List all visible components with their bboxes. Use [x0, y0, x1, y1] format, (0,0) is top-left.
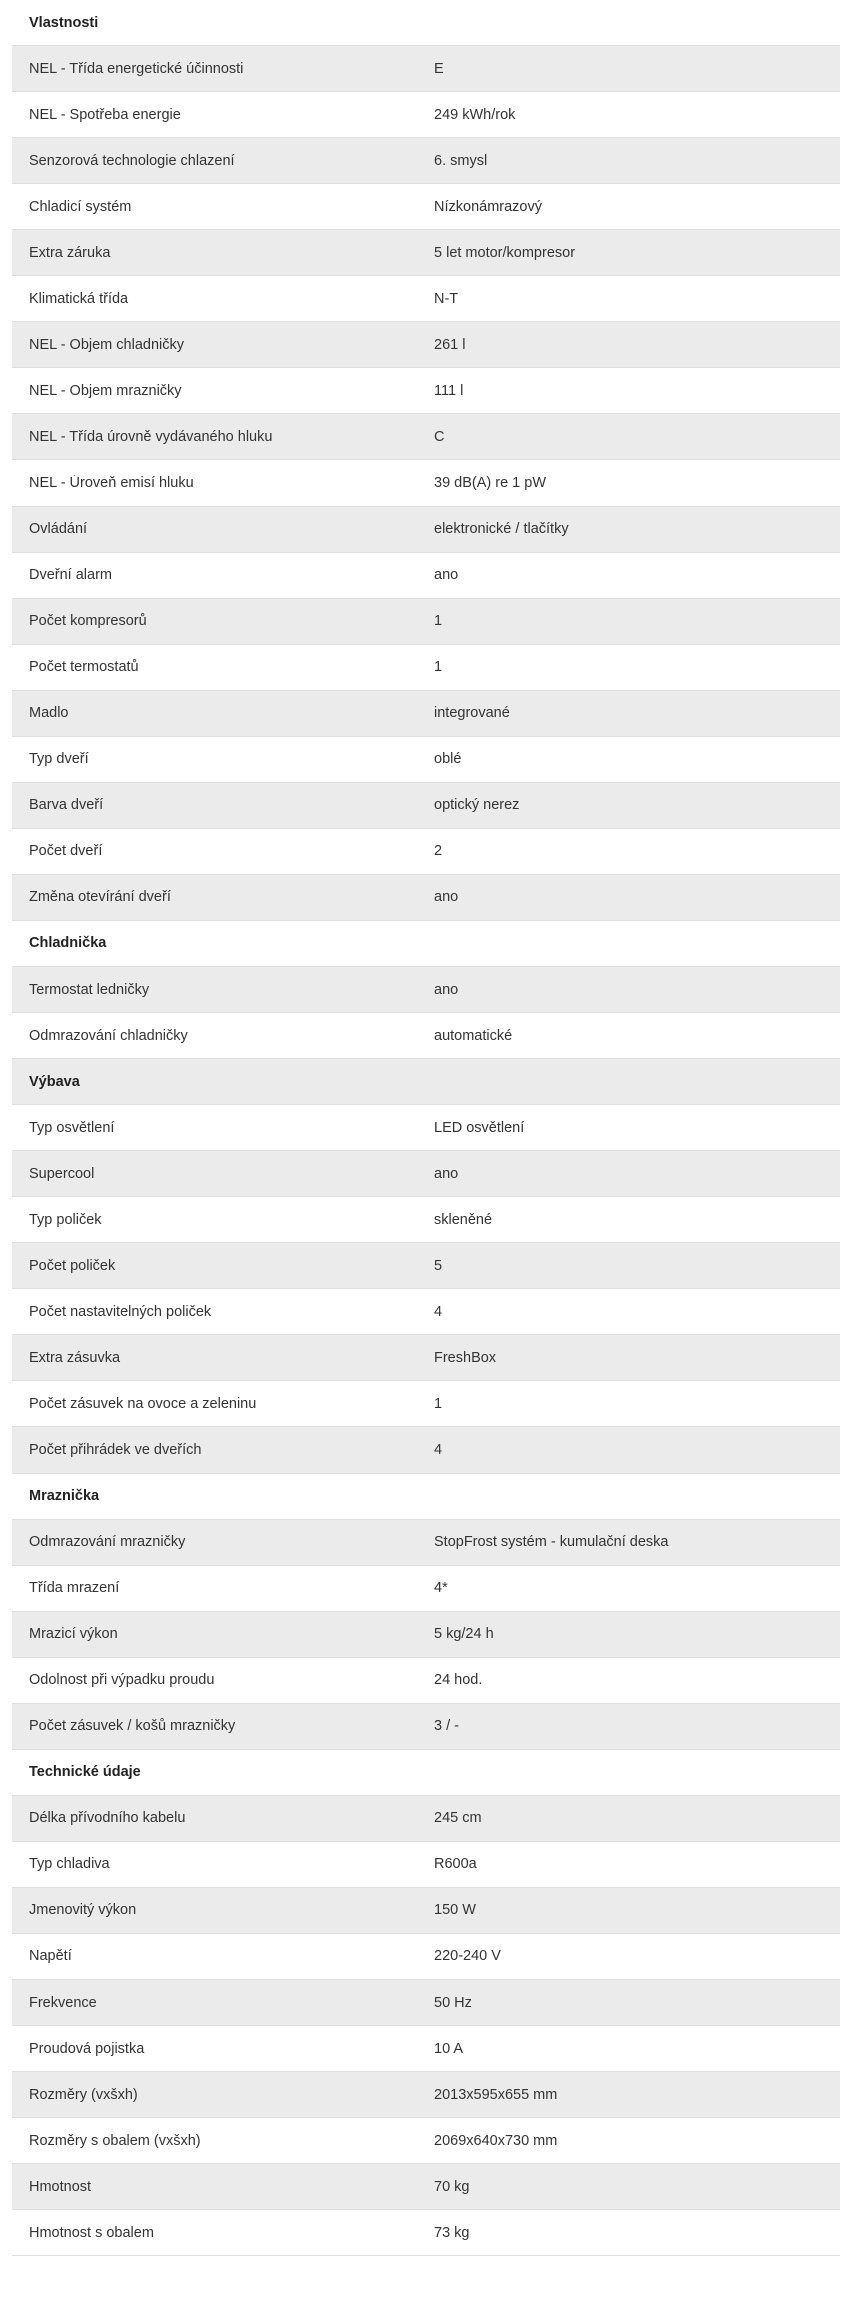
- spec-label: Klimatická třída: [29, 290, 129, 307]
- spec-label: Počet dveří: [29, 843, 103, 860]
- spec-row: [12, 460, 840, 506]
- spec-value: 6. smysl: [434, 152, 488, 169]
- spec-row: [12, 1566, 840, 1612]
- spec-label: Napětí: [29, 1948, 72, 1965]
- spec-label: NEL - Objem chladničky: [29, 336, 184, 353]
- spec-label: Supercool: [29, 1165, 95, 1182]
- spec-value: 4: [434, 1441, 443, 1458]
- spec-label: Počet zásuvek na ovoce a zeleninu: [29, 1395, 257, 1412]
- spec-row: [12, 1243, 840, 1289]
- spec-label: Termostat ledničky: [29, 981, 150, 998]
- spec-value: elektronické / tlačítky: [434, 521, 569, 538]
- spec-label: NEL - Třída úrovně vydávaného hluku: [29, 428, 273, 445]
- section-title: Chladnička: [29, 935, 107, 952]
- spec-label: Senzorová technologie chlazení: [29, 152, 235, 169]
- spec-row: [12, 875, 840, 921]
- spec-label: Typ chladiva: [29, 1856, 110, 1873]
- spec-row: [12, 1289, 840, 1335]
- spec-row: [12, 1658, 840, 1704]
- spec-label: Hmotnost s obalem: [29, 2224, 154, 2241]
- spec-value: 4: [434, 1303, 443, 1320]
- spec-value: 2: [434, 843, 443, 860]
- spec-row: [12, 46, 840, 92]
- spec-label: Typ poliček: [29, 1211, 102, 1228]
- spec-value: StopFrost systém - kumulační deska: [434, 1534, 669, 1551]
- spec-label: Délka přívodního kabelu: [29, 1810, 186, 1827]
- spec-value: 10 A: [434, 2040, 464, 2057]
- spec-row: [12, 1520, 840, 1566]
- spec-label: Rozměry (vxšxh): [29, 2086, 138, 2103]
- spec-value: automatické: [434, 1027, 513, 1044]
- section-title: Technické údaje: [29, 1764, 141, 1781]
- spec-value: integrované: [434, 705, 510, 722]
- spec-value: 5 kg/24 h: [434, 1626, 494, 1643]
- spec-value: 73 kg: [434, 2224, 470, 2241]
- spec-value: 1: [434, 1395, 443, 1412]
- spec-value: 5 let motor/kompresor: [434, 244, 576, 261]
- spec-value: ano: [434, 981, 459, 998]
- spec-row: [12, 1842, 840, 1888]
- spec-value: LED osvětlení: [434, 1119, 525, 1136]
- spec-label: NEL - Spotřeba energie: [29, 106, 181, 123]
- spec-row: [12, 2210, 840, 2256]
- section-header-row: [12, 1474, 840, 1520]
- spec-value: 24 hod.: [434, 1672, 483, 1689]
- spec-row: [12, 1796, 840, 1842]
- spec-value: E: [434, 60, 444, 77]
- spec-value: FreshBox: [434, 1349, 497, 1366]
- spec-value: 111 l: [434, 382, 464, 399]
- section-header-row: [12, 921, 840, 967]
- spec-row: [12, 184, 840, 230]
- spec-value: 1: [434, 659, 443, 676]
- spec-label: Chladicí systém: [29, 198, 132, 215]
- spec-row: [12, 1704, 840, 1750]
- spec-row: [12, 553, 840, 599]
- spec-row: [12, 967, 840, 1013]
- spec-value: Nízkonámrazový: [434, 198, 542, 215]
- spec-value: 2013x595x655 mm: [434, 2086, 558, 2103]
- spec-value: C: [434, 428, 445, 445]
- spec-label: Dveřní alarm: [29, 567, 112, 584]
- spec-row: [12, 1980, 840, 2026]
- spec-value: oblé: [434, 751, 462, 768]
- spec-value: 261 l: [434, 336, 466, 353]
- spec-row: [12, 1888, 840, 1934]
- spec-row: [12, 1335, 840, 1381]
- spec-label: Počet nastavitelných poliček: [29, 1303, 212, 1320]
- spec-value: 50 Hz: [434, 1994, 472, 2011]
- spec-row: [12, 1197, 840, 1243]
- spec-row: [12, 414, 840, 460]
- spec-row: [12, 507, 840, 553]
- spec-value: ano: [434, 889, 459, 906]
- spec-row: [12, 1427, 840, 1473]
- spec-label: Typ dveří: [29, 751, 89, 768]
- spec-value: 245 cm: [434, 1810, 482, 1827]
- spec-value: 2069x640x730 mm: [434, 2132, 558, 2149]
- spec-row: [12, 829, 840, 875]
- section-header-row: [12, 1059, 840, 1105]
- spec-row: [12, 368, 840, 414]
- spec-value: ano: [434, 1165, 459, 1182]
- spec-value: N-T: [434, 290, 459, 307]
- spec-label: Odmrazování mrazničky: [29, 1534, 186, 1551]
- spec-value: 249 kWh/rok: [434, 106, 516, 123]
- spec-value: 70 kg: [434, 2178, 470, 2195]
- spec-label: Počet zásuvek / košů mrazničky: [29, 1718, 236, 1735]
- spec-row: [12, 276, 840, 322]
- spec-label: Frekvence: [29, 1994, 97, 2011]
- spec-row: [12, 2072, 840, 2118]
- spec-row: [12, 92, 840, 138]
- spec-value: 220-240 V: [434, 1948, 501, 1965]
- section-title: Vlastnosti: [29, 14, 99, 31]
- spec-label: Rozměry s obalem (vxšxh): [29, 2132, 201, 2149]
- spec-label: Extra zásuvka: [29, 1349, 121, 1366]
- spec-label: Mrazicí výkon: [29, 1626, 118, 1643]
- spec-label: Počet poliček: [29, 1257, 116, 1274]
- spec-value: R600a: [434, 1856, 477, 1873]
- spec-label: Barva dveří: [29, 797, 104, 814]
- spec-row: [12, 230, 840, 276]
- spec-value: 39 dB(A) re 1 pW: [434, 474, 547, 491]
- spec-label: Odolnost při výpadku proudu: [29, 1672, 215, 1689]
- spec-row: [12, 1013, 840, 1059]
- spec-value: 1: [434, 613, 443, 630]
- spec-row: [12, 322, 840, 368]
- spec-label: Hmotnost: [29, 2178, 92, 2195]
- spec-label: Proudová pojistka: [29, 2040, 145, 2057]
- spec-label: Ovládání: [29, 521, 88, 538]
- spec-label: Extra záruka: [29, 244, 111, 261]
- spec-label: Počet termostatů: [29, 659, 139, 676]
- spec-value: optický nerez: [434, 797, 520, 814]
- specifications-table: [12, 0, 840, 2256]
- spec-label: Madlo: [29, 705, 69, 722]
- spec-label: Počet kompresorů: [29, 613, 147, 630]
- spec-row: [12, 599, 840, 645]
- spec-label: Počet přihrádek ve dveřích: [29, 1441, 202, 1458]
- spec-row: [12, 691, 840, 737]
- spec-label: Třída mrazení: [29, 1580, 120, 1597]
- section-header-row: [12, 1750, 840, 1796]
- spec-row: [12, 2164, 840, 2210]
- spec-row: [12, 737, 840, 783]
- spec-row: [12, 645, 840, 691]
- spec-label: NEL - Objem mrazničky: [29, 382, 182, 399]
- spec-value: 150 W: [434, 1902, 476, 1919]
- spec-label: Změna otevírání dveří: [29, 889, 171, 906]
- spec-row: [12, 1934, 840, 1980]
- spec-row: [12, 1151, 840, 1197]
- spec-row: [12, 1381, 840, 1427]
- spec-value: skleněné: [434, 1211, 493, 1228]
- spec-row: [12, 783, 840, 829]
- spec-value: 5: [434, 1257, 443, 1274]
- spec-label: NEL - Úroveň emisí hluku: [29, 474, 194, 491]
- spec-label: Odmrazování chladničky: [29, 1027, 188, 1044]
- spec-row: [12, 2026, 840, 2072]
- spec-label: NEL - Třída energetické účinnosti: [29, 60, 244, 77]
- spec-row: [12, 2118, 840, 2164]
- spec-row: [12, 138, 840, 184]
- spec-row: [12, 1105, 840, 1151]
- spec-label: Jmenovitý výkon: [29, 1902, 137, 1919]
- spec-label: Typ osvětlení: [29, 1119, 115, 1136]
- section-title: Mraznička: [29, 1488, 100, 1505]
- spec-value: 3 / -: [434, 1718, 459, 1735]
- section-header-row: [12, 0, 840, 46]
- spec-value: ano: [434, 567, 459, 584]
- spec-row: [12, 1612, 840, 1658]
- section-title: Výbava: [29, 1073, 80, 1090]
- spec-value: 4*: [434, 1580, 448, 1597]
